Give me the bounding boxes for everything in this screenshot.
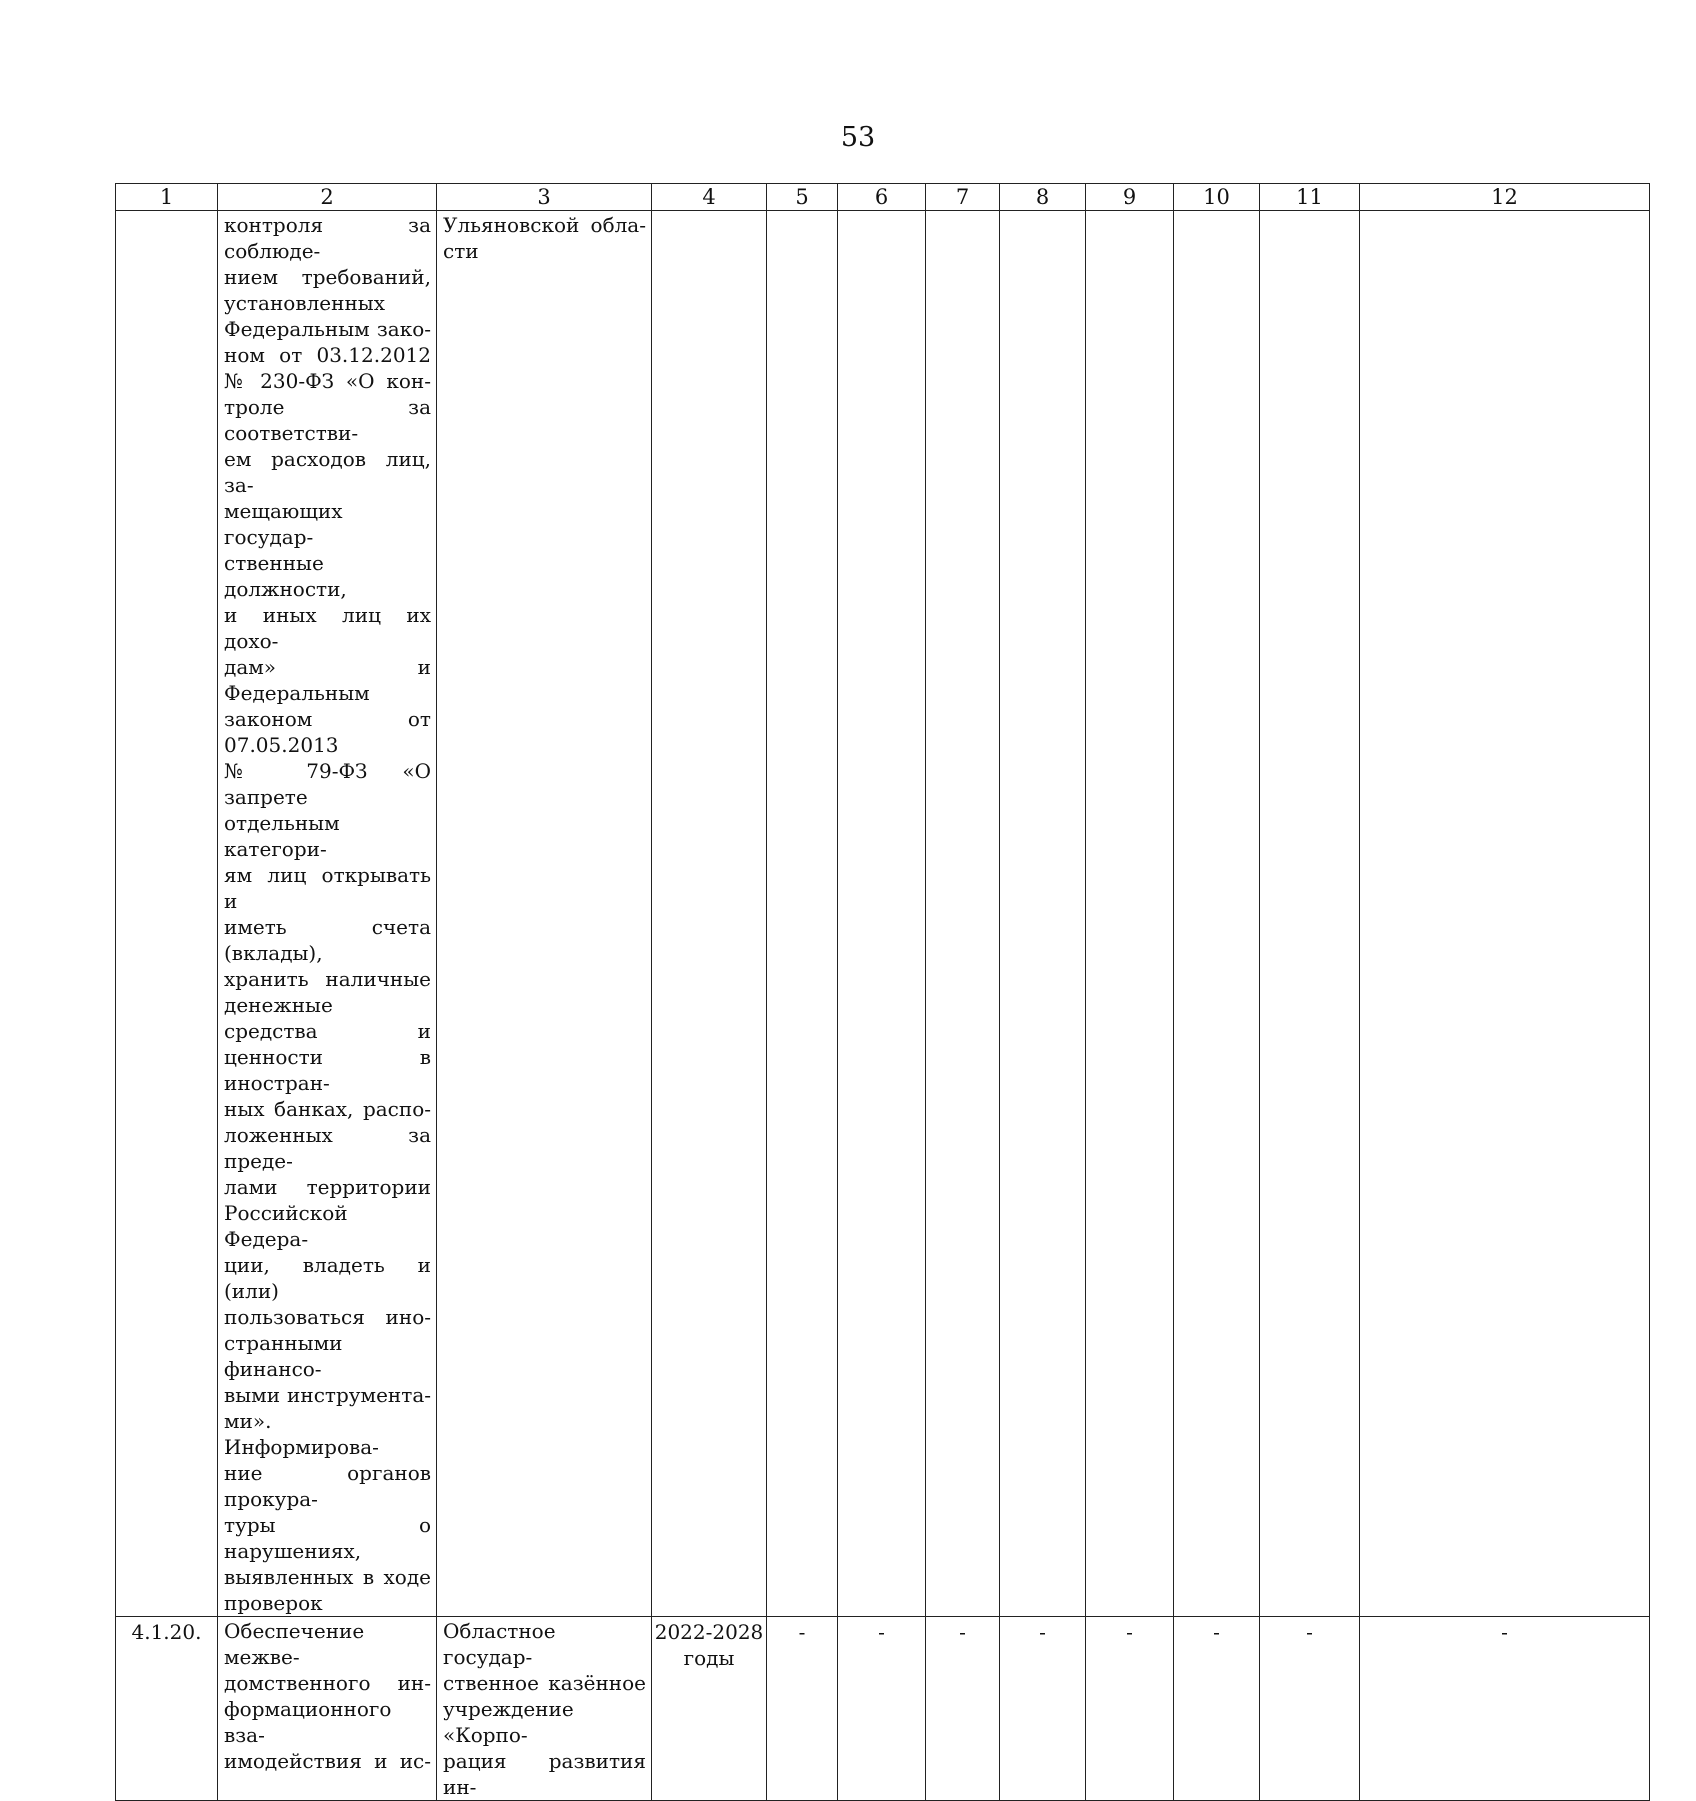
empty-value-dash: -	[1213, 1620, 1220, 1644]
text-line: ных банках, распо-	[224, 1097, 431, 1121]
text-line: № 230-ФЗ «О кон-	[224, 369, 431, 393]
text-line: мещающих государ-	[224, 499, 343, 549]
text-line: выми инструмента-	[224, 1383, 431, 1407]
empty-value-dash: -	[878, 1620, 885, 1644]
empty-value-dash: -	[1039, 1620, 1046, 1644]
column-number: 7	[926, 184, 1000, 211]
text-line: Обеспечение межве-	[224, 1619, 365, 1669]
activity-description-cell	[218, 1617, 437, 1801]
text-line: рация развития ин-	[443, 1749, 646, 1799]
period-unit: годы	[683, 1646, 735, 1670]
text-line: ем расходов лиц, за-	[224, 447, 431, 497]
empty-value-dash: -	[798, 1620, 806, 1644]
column-number: 3	[437, 184, 652, 211]
text-line: троле за соответстви-	[224, 395, 431, 445]
empty-value-dash: -	[1306, 1620, 1313, 1644]
empty-value-dash: -	[1126, 1620, 1133, 1644]
column-number: 12	[1360, 184, 1650, 211]
text-line: нием требований,	[224, 265, 431, 289]
activity-description-text	[218, 211, 436, 1616]
text-line: ном от 03.12.2012	[224, 343, 431, 367]
column-number: 4	[652, 184, 767, 211]
text-line: денежные средства и	[224, 993, 431, 1043]
text-line: пользоваться ино-	[224, 1305, 431, 1329]
column-number: 10	[1174, 184, 1260, 211]
text-line: имодействия и ис-	[224, 1749, 431, 1773]
text-line: дам» и Федеральным	[224, 655, 431, 705]
text-line: домственного ин-	[224, 1671, 431, 1695]
activity-description-cell	[218, 211, 437, 1617]
text-line: ние органов прокура-	[224, 1461, 431, 1511]
text-line: законом от 07.05.2013	[224, 707, 431, 757]
text-line: странными финансо-	[224, 1331, 343, 1381]
text-line: проверок	[224, 1591, 323, 1615]
executor-cell	[437, 211, 652, 1617]
column-number: 1	[116, 184, 218, 211]
column-number: 8	[1000, 184, 1086, 211]
period-years: 2022-2028	[654, 1620, 764, 1644]
empty-value-dash: -	[1501, 1620, 1508, 1644]
period-cell	[652, 1617, 767, 1801]
text-line: Российской Федера-	[224, 1201, 348, 1251]
executor-cell	[437, 1617, 652, 1801]
column-number-header-row	[116, 184, 1650, 211]
text-line: сти	[443, 239, 479, 263]
text-line: отдельным категори-	[224, 811, 340, 861]
text-line: № 79-ФЗ «О запрете	[224, 759, 431, 809]
column-number: 6	[838, 184, 926, 211]
text-line: установленных	[224, 291, 385, 315]
column-number: 2	[218, 184, 437, 211]
empty-value-dash: -	[959, 1620, 966, 1644]
text-line: ям лиц открывать и	[224, 863, 431, 913]
text-line: Федеральным зако-	[224, 317, 431, 341]
text-line: формационного вза-	[224, 1697, 392, 1747]
column-number: 5	[767, 184, 838, 211]
text-line: туры о нарушениях,	[224, 1513, 431, 1563]
text-line: ственное казённое	[443, 1671, 646, 1695]
executor-text	[437, 1617, 651, 1800]
text-line: лами территории	[224, 1175, 431, 1199]
text-line: иметь счета (вклады),	[224, 915, 431, 965]
text-line: ственные должности,	[224, 551, 347, 601]
text-line: ми». Информирова-	[224, 1409, 379, 1459]
text-line: ценности в иностран-	[224, 1045, 431, 1095]
column-number: 9	[1086, 184, 1174, 211]
executor-text	[437, 211, 651, 264]
activity-description-text	[218, 1617, 436, 1774]
text-line: контроля за соблюде-	[224, 213, 431, 263]
table-row-continued	[116, 211, 1650, 1617]
row-number-cell	[116, 1617, 218, 1801]
text-line: хранить наличные	[224, 967, 431, 991]
text-line: и иных лиц их дохо-	[224, 603, 431, 653]
program-table	[115, 183, 1650, 1801]
page-number: 53	[840, 122, 876, 153]
column-number: 11	[1260, 184, 1360, 211]
text-line: ции, владеть и (или)	[224, 1253, 431, 1303]
text-line: выявленных в ходе	[224, 1565, 431, 1589]
text-line: учреждение «Корпо-	[443, 1697, 574, 1747]
text-line: Областное государ-	[443, 1619, 556, 1669]
table-row-4-1-20	[116, 1617, 1650, 1801]
row-number-cell	[116, 211, 218, 1617]
text-line: ложенных за преде-	[224, 1123, 431, 1173]
row-number: 4.1.20.	[131, 1620, 202, 1644]
text-line: Ульяновской обла-	[443, 213, 646, 237]
